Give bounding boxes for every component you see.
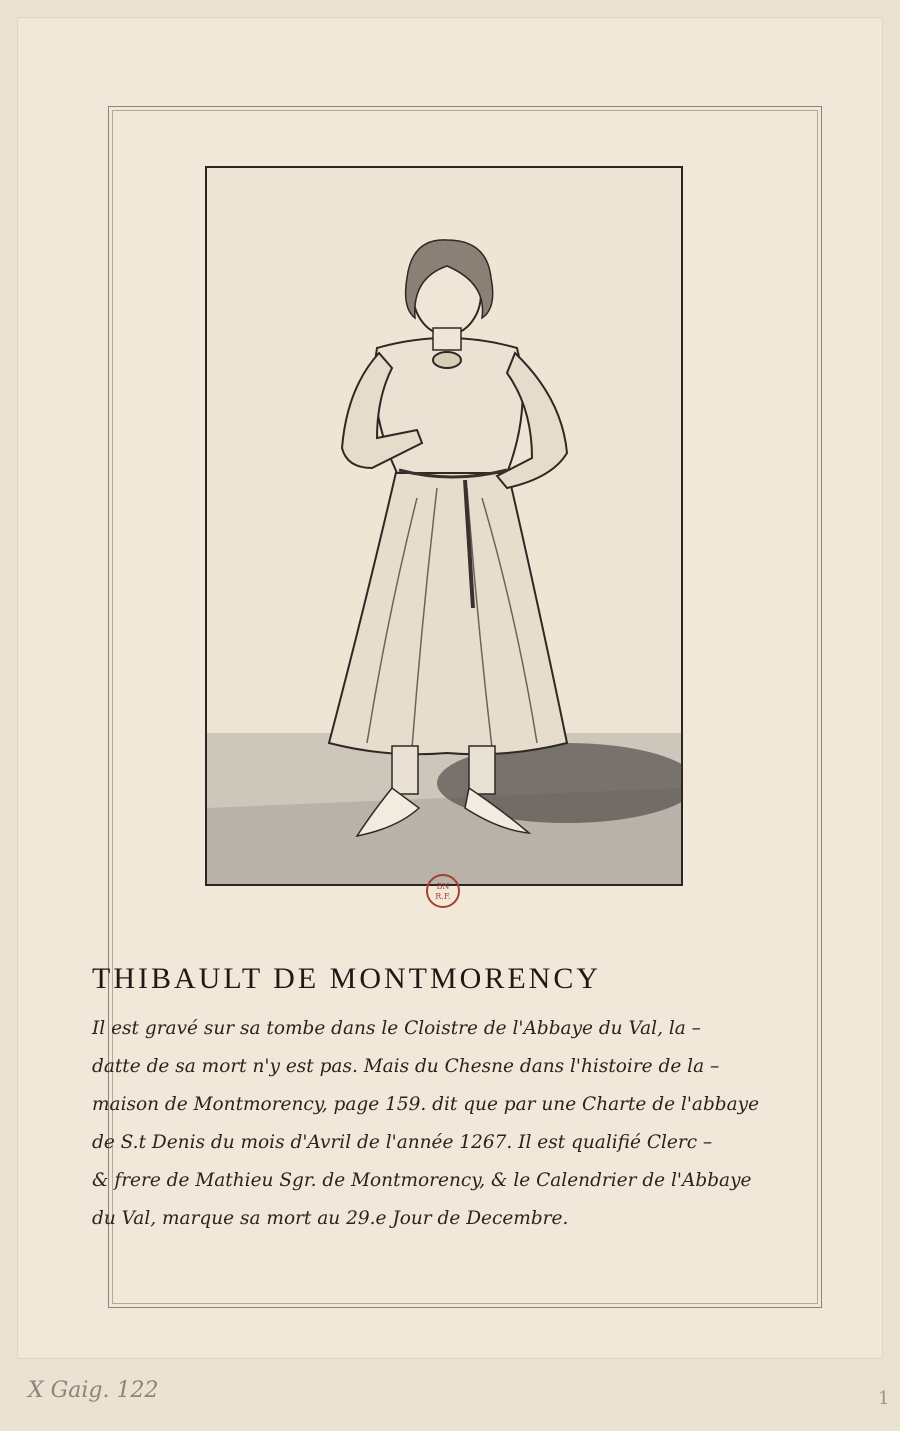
neck (433, 328, 461, 350)
caption-line: du Val, marque sa mort au 29.e Jour de Decembre. (92, 1208, 569, 1229)
library-stamp (425, 873, 461, 909)
caption-line: de S.t Denis du mois d'Avril de l'année 1267. Il est qualifié Clerc – (92, 1132, 713, 1153)
corner-mark: 1 (878, 1388, 890, 1409)
caption-text (92, 1010, 812, 1238)
stamp-circle (427, 875, 459, 907)
caption-line: datte de sa mort n'y est pas. Mais du Chesne dans l'histoire de la – (92, 1056, 720, 1077)
figure-illustration (207, 168, 681, 884)
caption-title: THIBAULT DE MONTMORENCY (92, 962, 602, 995)
caption-line: maison de Montmorency, page 159. dit que par une Charte de l'abbaye (92, 1094, 760, 1115)
caption-line: Il est gravé sur sa tombe dans le Cloistre de l'Abbaye du Val, la – (92, 1018, 701, 1039)
caption-line: & frere de Mathieu Sgr. de Montmorency, & le Calendrier de l'Abbaye (92, 1170, 752, 1191)
portrait-drawing (205, 166, 683, 886)
svg-text:R.F.: R.F. (435, 892, 451, 901)
svg-text:BN: BN (436, 882, 450, 891)
shelfmark: X Gaig. 122 (28, 1378, 159, 1403)
brooch (433, 352, 461, 368)
